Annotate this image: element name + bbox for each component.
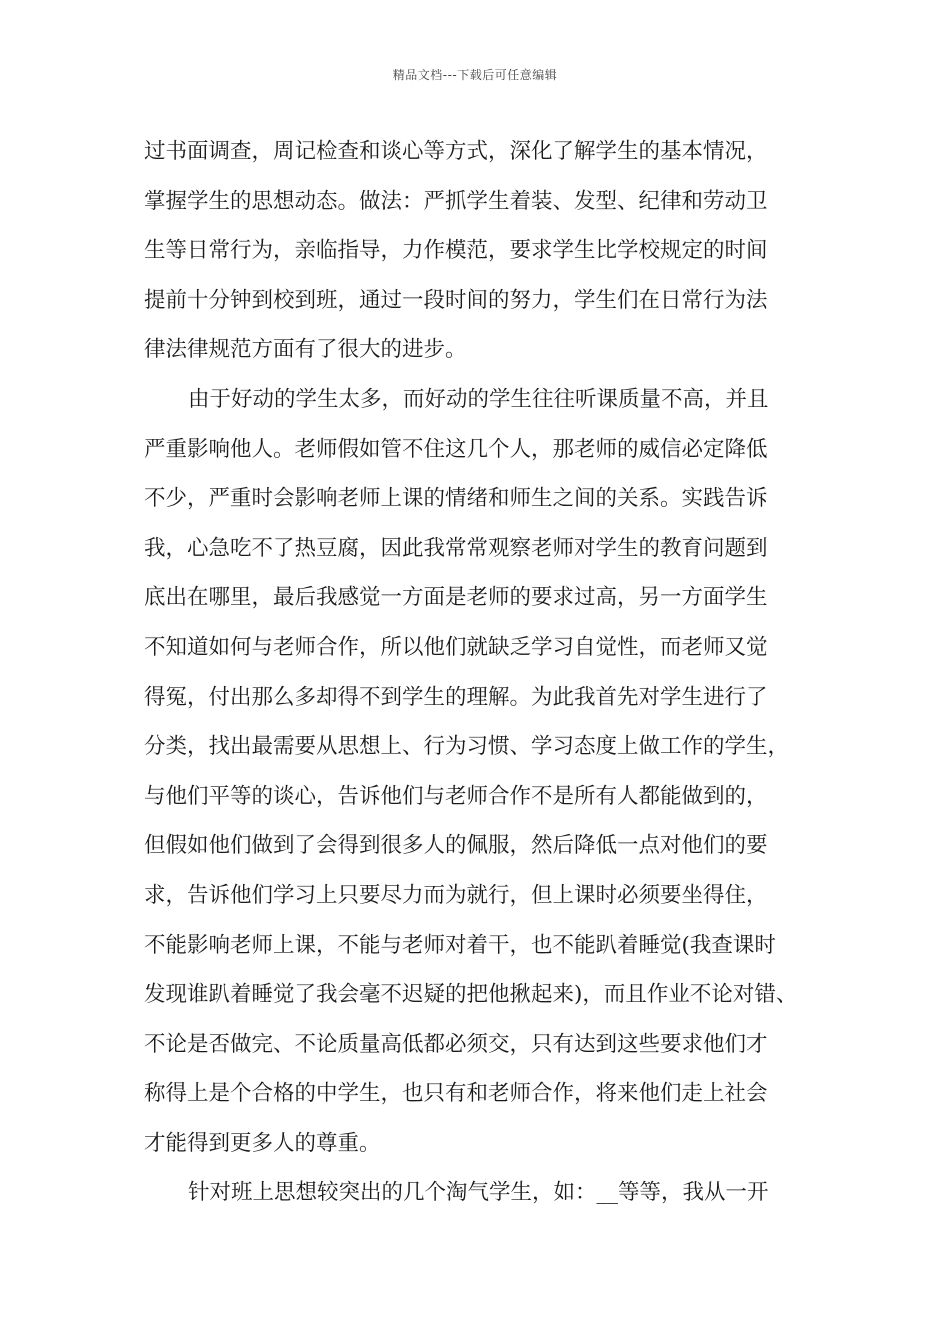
text-line: 不论是否做完、不论质量高低都必须交，只有达到这些要求他们才 [144,1031,768,1057]
text-line: 针对班上思想较突出的几个淘气学生，如：__等等，我从一开 [188,1180,769,1206]
text-line: 才能得到更多人的尊重。 [144,1130,381,1156]
text-line: 由于好动的学生太多，而好动的学生往往听课质量不高，并且 [188,386,769,412]
text-line: 但假如他们做到了会得到很多人的佩服，然后降低一点对他们的要 [144,833,768,859]
text-line: 生等日常行为，亲临指导，力作模范，要求学生比学校规定的时间 [144,238,768,264]
text-line: 过书面调查，周记检查和谈心等方式，深化了解学生的基本情况， [144,139,768,164]
text-line: 底出在哪里，最后我感觉一方面是老师的要求过高，另一方面学生 [144,585,768,611]
text-line: 掌握学生的思想动态。做法：严抓学生着装、发型、纪律和劳动卫 [144,188,768,214]
text-line: 与他们平等的谈心，告诉他们与老师合作不是所有人都能做到的， [144,783,768,809]
text-line: 不知道如何与老师合作，所以他们就缺乏学习自觉性，而老师又觉 [144,634,768,660]
page-header: 精品文档---下载后可任意编辑 [392,68,558,82]
text-line: 得冤，付出那么多却得不到学生的理解。为此我首先对学生进行了 [144,684,768,710]
text-line: 律法律规范方面有了很大的进步。 [144,337,467,363]
text-line: 不少，严重时会影响老师上课的情绪和师生之间的关系。实践告诉 [144,486,768,512]
text-line: 提前十分钟到校到班，通过一段时间的努力，学生们在日常行为法 [144,287,768,313]
text-line: 称得上是个合格的中学生，也只有和老师合作，将来他们走上社会 [144,1081,768,1107]
text-line: 求，告诉他们学习上只要尽力而为就行，但上课时必须要坐得住， [144,882,768,908]
text-line: 发现谁趴着睡觉了我会毫不迟疑的把他揪起来)，而且作业不论对错、 [144,982,798,1008]
document-body [144,127,814,1218]
text-line: 我，心急吃不了热豆腐，因此我常常观察老师对学生的教育问题到 [144,535,768,561]
text-line: 严重影响他人。老师假如管不住这几个人，那老师的威信必定降低 [144,436,768,462]
text-line: 分类，找出最需要从思想上、行为习惯、学习态度上做工作的学生， [144,734,790,760]
text-line: 不能影响老师上课，不能与老师对着干，也不能趴着睡觉(我查课时 [144,932,776,958]
